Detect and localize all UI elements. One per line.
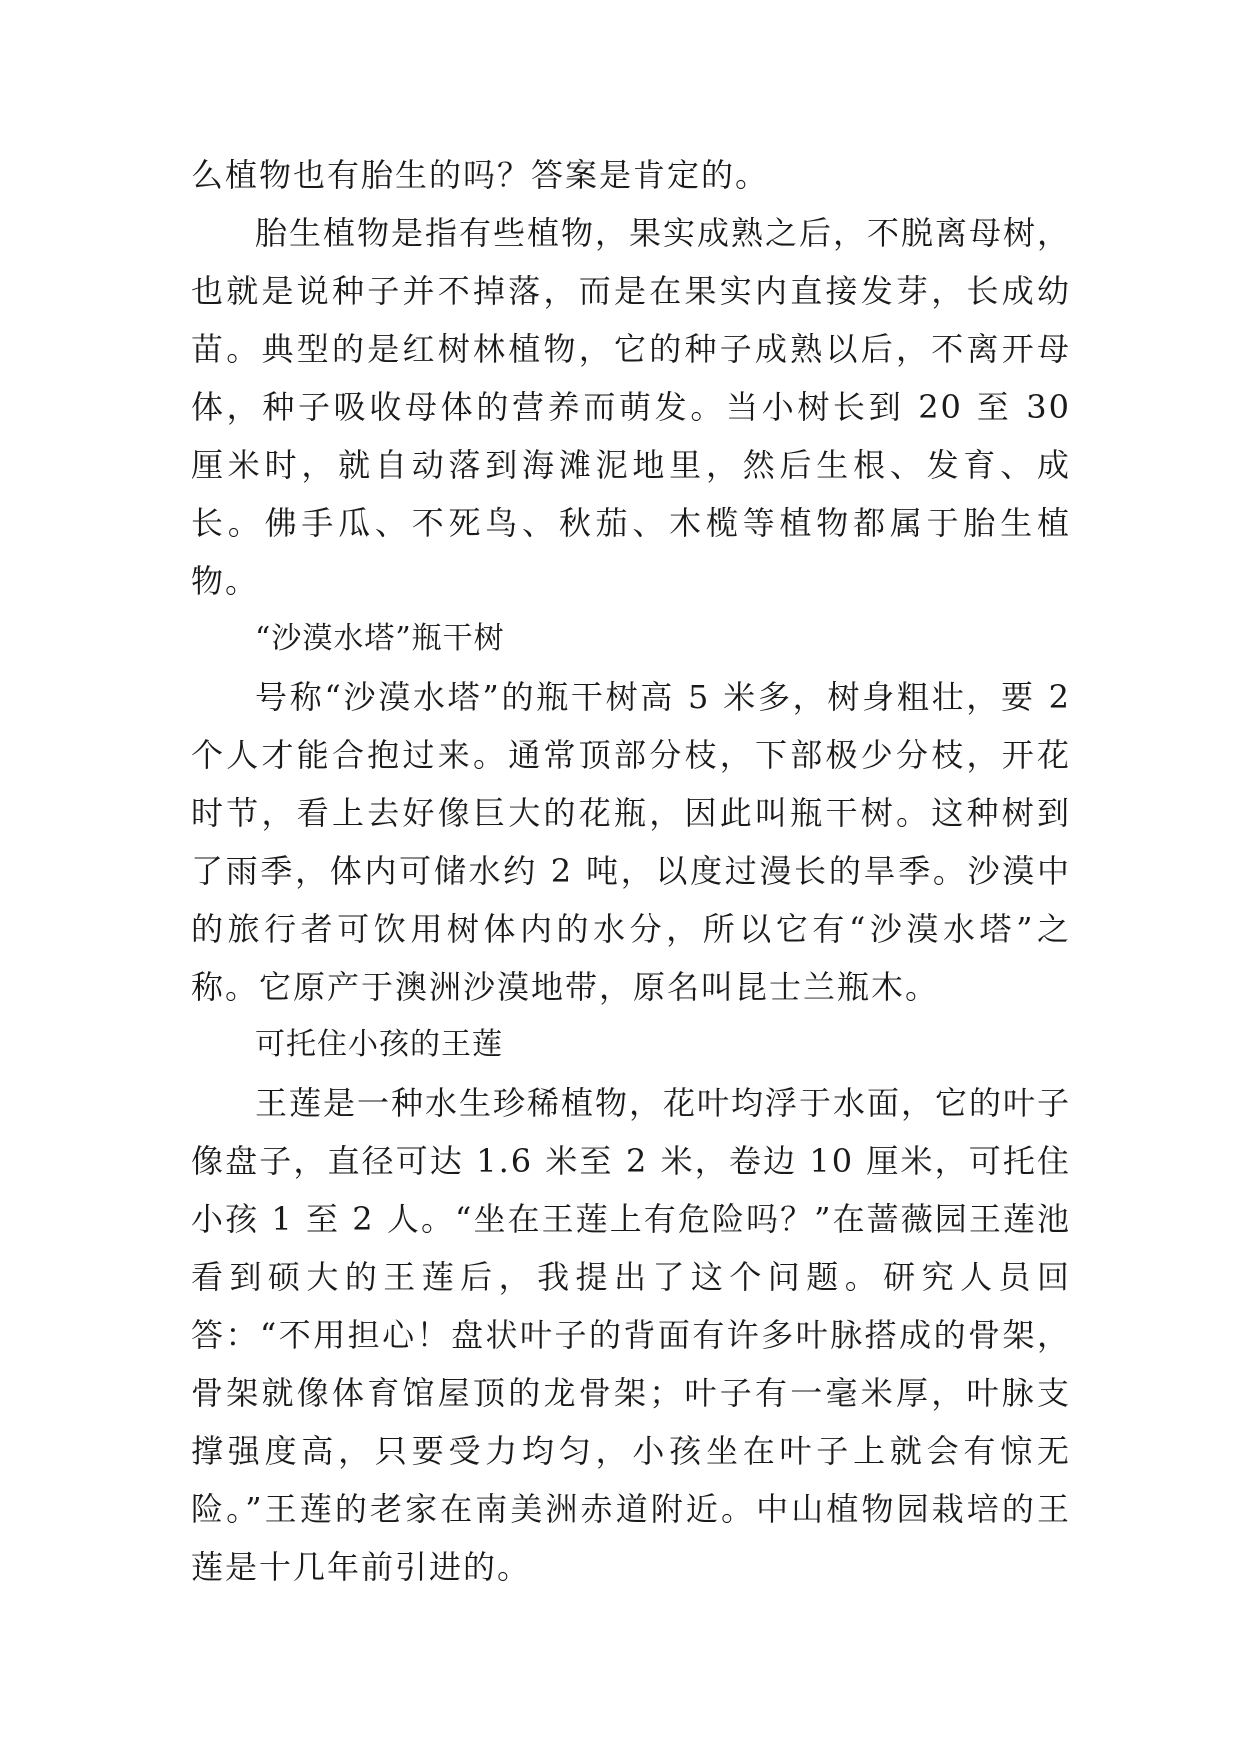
- paragraph-viviparous-plants: 胎生植物是指有些植物，果实成熟之后，不脱离母树，也就是说种子并不掉落，而是在果实内直接发芽，长成幼苗。典型的是红树林植物，它的种子成熟以后，不离开母体，种子吸收母体的营养而萌发。当小树长到 20 至 30 厘米时，就自动落到海滩泥地里，然后生根、发育、成长。佛手瓜、不死鸟、秋茄、木榄等植物都属于胎生植物。: [191, 214, 1072, 600]
- document-body: [191, 146, 1071, 1596]
- section-heading-bottle-tree: “沙漠水塔”瓶干树: [255, 621, 505, 656]
- paragraph-bottle-tree: 号称“沙漠水塔”的瓶干树高 5 米多，树身粗壮，要 2 个人才能合抱过来。通常顶部分枝，下部极少分枝，开花时节，看上去好像巨大的花瓶，因此叫瓶干树。这种树到了雨季，体内可储水约 2 吨，以度过漫长的旱季。沙漠中的旅行者可饮用树体内的水分，所以它有“沙漠水塔”之称。它原产于澳洲沙漠地带，原名叫昆士兰瓶木。: [191, 678, 1071, 1006]
- paragraph-intro-continuation: 么植物也有胎生的吗？答案是肯定的。: [191, 156, 770, 194]
- section-heading-victoria-lotus: 可托住小孩的王莲: [255, 1027, 503, 1062]
- paragraph-victoria-lotus: 王莲是一种水生珍稀植物，花叶均浮于水面，它的叶子像盘子，直径可达 1.6 米至 2 米，卷边 10 厘米，可托住小孩 1 至 2 人。“坐在王莲上有危险吗？”在蔷薇园王莲池看到硕大的王莲后，我提出了这个问题。研究人员回答：“不用担心！盘状叶子的背面有许多叶脉搭成的骨架，骨架就像体育馆屋顶的龙骨架；叶子有一毫米厚，叶脉支撑强度高，只要受力均匀，小孩坐在叶子上就会有惊无险。”王莲的老家在南美洲赤道附近。中山植物园栽培的王莲是十几年前引进的。: [191, 1084, 1072, 1586]
